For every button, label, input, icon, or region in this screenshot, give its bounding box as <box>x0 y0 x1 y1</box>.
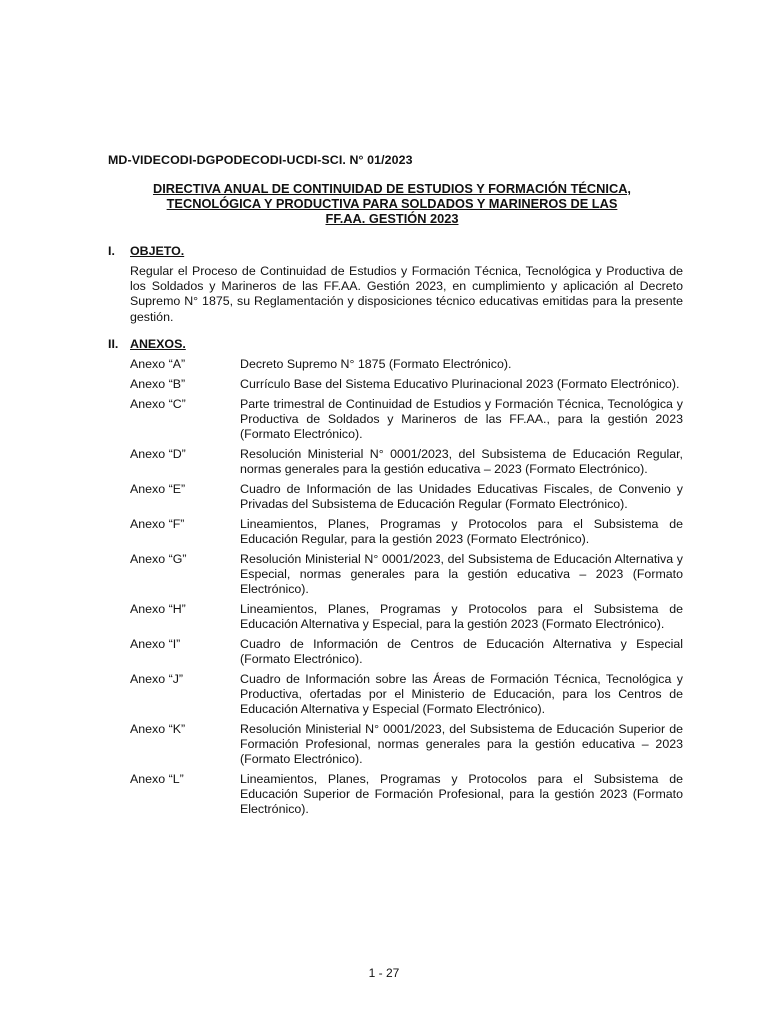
annex-description: Resolución Ministerial N° 0001/2023, del Subsistema de Educación Regular, normas generales para la gestión educativa – 2023 (Formato Electrónico). <box>240 447 683 476</box>
annex-item <box>130 482 683 512</box>
annex-description: Cuadro de Información de Centros de Educación Alternativa y Especial (Formato Electrónico). <box>240 637 683 666</box>
section-title: ANEXOS. <box>130 337 186 351</box>
annex-description: Currículo Base del Sistema Educativo Plurinacional 2023 (Formato Electrónico). <box>240 377 680 391</box>
annex-description: Decreto Supremo N° 1875 (Formato Electrónico). <box>240 357 512 371</box>
annex-description: Lineamientos, Planes, Programas y Protocolos para el Subsistema de Educación Alternativa y Especial, para la gestión 2023 (Formato Electrónico). <box>240 602 683 631</box>
annex-label: Anexo “I” <box>130 637 181 651</box>
annex-description: Parte trimestral de Continuidad de Estudios y Formación Técnica, Tecnológica y Productiva de Soldados y Marineros de las FF.AA., para la gestión 2023 (Formato Electrónico). <box>240 397 683 441</box>
annex-item <box>130 637 683 667</box>
annex-item <box>130 447 683 477</box>
document-title <box>100 181 684 226</box>
objeto-paragraph: Regular el Proceso de Continuidad de Estudios y Formación Técnica, Tecnológica y Productiva de los Soldados y Marineros de las FF.AA. Gestión 2023, en cumplimiento y aplicación al Decreto Supremo N° 1875, su Reglamentación y disposiciones técnico educativas emitidas para la presente gestión. <box>130 264 683 324</box>
annex-label: Anexo “G” <box>130 552 187 566</box>
annex-label: Anexo “H” <box>130 602 186 616</box>
annex-label: Anexo “J” <box>130 672 184 686</box>
section-number: I. <box>108 244 115 258</box>
annex-description: Resolución Ministerial N° 0001/2023, del Subsistema de Educación Superior de Formación Profesional, normas generales para la gestión educativa – 2023 (Formato Electrónico). <box>240 722 683 766</box>
section-heading-anexos <box>108 337 186 352</box>
annex-label: Anexo “L” <box>130 772 184 786</box>
section-heading-objeto <box>108 244 184 259</box>
annex-list <box>130 357 683 822</box>
title-line: TECNOLÓGICA Y PRODUCTIVA PARA SOLDADOS Y MARINEROS DE LAS <box>166 196 618 211</box>
annex-label: Anexo “B” <box>130 377 186 391</box>
document-code: MD-VIDECODI-DGPODECODI-UCDI-SCI. N° 01/2023 <box>108 153 413 167</box>
annex-item <box>130 357 683 372</box>
annex-description: Resolución Ministerial N° 0001/2023, del Subsistema de Educación Alternativa y Especial, normas generales para la gestión educativa – 2023 (Formato Electrónico). <box>240 552 683 596</box>
title-line: DIRECTIVA ANUAL DE CONTINUIDAD DE ESTUDIOS Y FORMACIÓN TÉCNICA, <box>152 181 631 196</box>
annex-item <box>130 552 683 597</box>
page-number: 1 - 27 <box>368 966 400 980</box>
annex-item <box>130 517 683 547</box>
annex-description: Lineamientos, Planes, Programas y Protocolos para el Subsistema de Educación Regular, para la gestión 2023 (Formato Electrónico). <box>240 517 683 546</box>
annex-item <box>130 397 683 442</box>
annex-item <box>130 377 683 392</box>
annex-description: Lineamientos, Planes, Programas y Protocolos para el Subsistema de Educación Superior de Formación Profesional, para la gestión 2023 (Formato Electrónico). <box>240 772 683 816</box>
annex-label: Anexo “E” <box>130 482 186 496</box>
annex-label: Anexo “F” <box>130 517 185 531</box>
annex-label: Anexo “D” <box>130 447 186 461</box>
section-number: II. <box>108 337 119 351</box>
title-line: FF.AA. GESTIÓN 2023 <box>325 211 459 226</box>
annex-item <box>130 772 683 817</box>
annex-item <box>130 602 683 632</box>
annex-description: Cuadro de Información sobre las Áreas de Formación Técnica, Tecnológica y Productiva, ofertadas por el Ministerio de Educación, para los Centros de Educación Alternativa y Especial (Formato Electrónico). <box>240 672 683 716</box>
annex-description: Cuadro de Información de las Unidades Educativas Fiscales, de Convenio y Privadas del Subsistema de Educación Regular (Formato Electrónico). <box>240 482 683 511</box>
annex-label: Anexo “C” <box>130 397 186 411</box>
section-title: OBJETO. <box>130 244 185 258</box>
annex-item <box>130 722 683 767</box>
annex-label: Anexo “K” <box>130 722 186 736</box>
annex-label: Anexo “A” <box>130 357 186 371</box>
annex-item <box>130 672 683 717</box>
